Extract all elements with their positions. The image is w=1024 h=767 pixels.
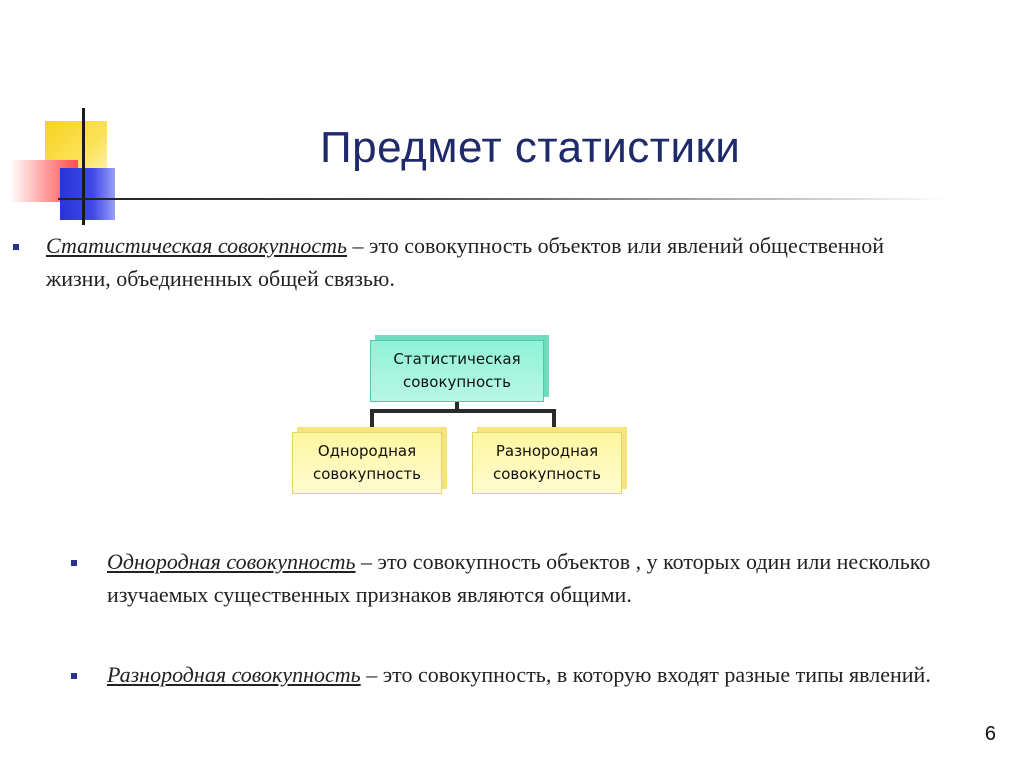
page-title: Предмет статистики [320, 123, 741, 172]
diagram-child-line1: Однородная [317, 442, 417, 460]
diagram-child-line2: совокупность [493, 465, 601, 483]
diagram-root-line1: Статистическая [393, 350, 521, 368]
definition-term: Статистическая совокупность [46, 233, 347, 258]
decor-blue-square [60, 168, 115, 220]
definition-term: Разнородная совокупность [107, 662, 361, 687]
definition-item [107, 545, 987, 611]
definition-text: – это совокупность объектов , у которых один или несколько изучаемых существенных признаков являются общими. [107, 549, 931, 607]
diagram-connector [552, 409, 556, 432]
diagram-connector [370, 409, 556, 413]
definition-term: Однородная совокупность [107, 549, 356, 574]
bullet-icon [13, 244, 19, 250]
diagram-child-box-homogeneous [292, 432, 442, 494]
title-underline [58, 198, 948, 200]
bullet-icon [71, 673, 77, 679]
diagram-root-line2: совокупность [403, 373, 511, 391]
diagram-connector [370, 409, 374, 432]
diagram-child-line1: Разнородная [495, 442, 599, 460]
decor-vertical-line [82, 108, 85, 225]
page-number: 6 [984, 723, 996, 745]
definition-text: – это совокупность, в которую входят разные типы явлений. [360, 662, 931, 687]
diagram-root-box [370, 340, 544, 402]
definition-text: – это совокупность объектов или явлений общественной жизни, объединенных общей связью. [46, 233, 885, 291]
diagram-child-line2: совокупность [313, 465, 421, 483]
bullet-icon [71, 560, 77, 566]
diagram-child-box-heterogeneous [472, 432, 622, 494]
definition-item [46, 229, 946, 295]
definition-item [107, 658, 987, 691]
